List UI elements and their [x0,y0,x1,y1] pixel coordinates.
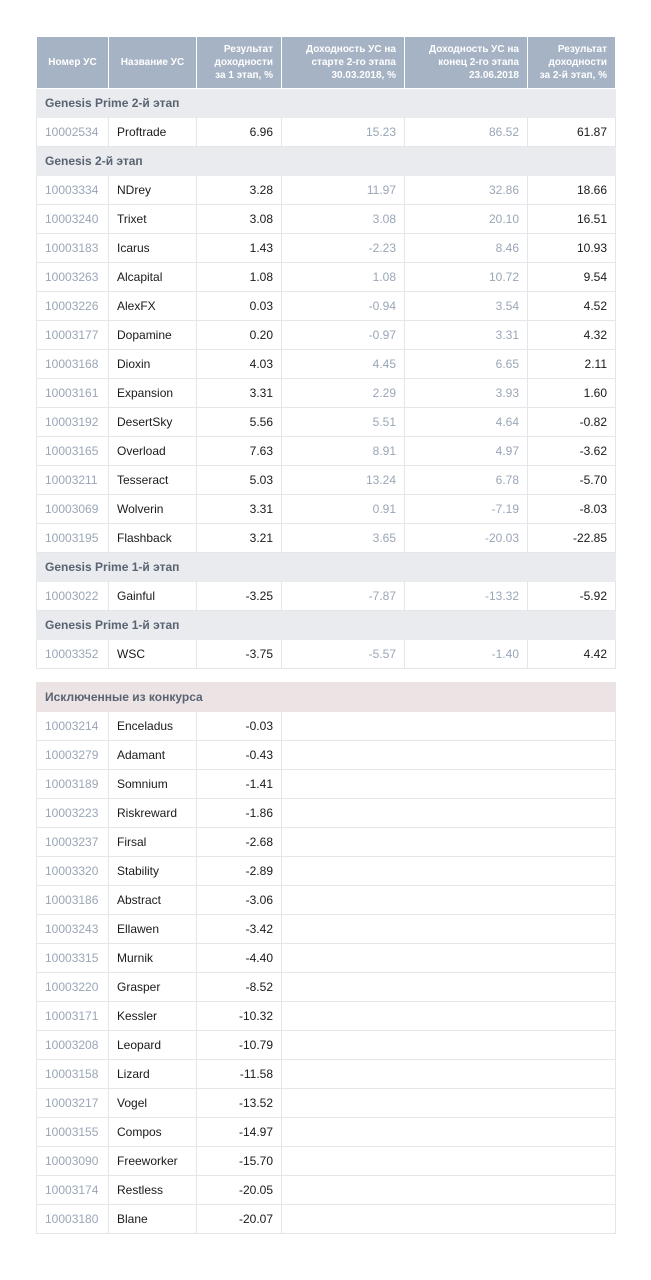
excluded-row [37,973,616,1002]
stage1-result: -2.68 [197,828,282,857]
stage1-result: 5.56 [197,408,282,437]
stage2-end-yield: 32.86 [405,176,528,205]
empty-cell [282,857,616,886]
empty-cell [282,799,616,828]
stage2-end-yield: 3.93 [405,379,528,408]
account-number: 10003211 [37,466,109,495]
account-name: Vogel [109,1089,197,1118]
header-row [37,37,616,89]
stage1-result: 3.31 [197,379,282,408]
account-name: Ellawen [109,915,197,944]
excluded-row [37,1176,616,1205]
group-header-row [37,611,616,640]
account-name: Proftrade [109,118,197,147]
account-number: 10003180 [37,1205,109,1234]
stage1-result: -13.52 [197,1089,282,1118]
stage2-result: 4.32 [528,321,616,350]
stage2-result: -3.62 [528,437,616,466]
stage2-start-yield: 15.23 [282,118,405,147]
account-name: Blane [109,1205,197,1234]
header-stage2-result: Результат доходности за 2-й этап, % [528,37,616,89]
empty-cell [282,828,616,857]
excluded-row [37,770,616,799]
stage1-result: -15.70 [197,1147,282,1176]
excluded-row [37,799,616,828]
stage2-start-yield: 1.08 [282,263,405,292]
account-name: Trixet [109,205,197,234]
stage2-end-yield: 4.97 [405,437,528,466]
excluded-title: Исключенные из конкурса [37,683,616,712]
empty-cell [282,973,616,1002]
excluded-row [37,1118,616,1147]
account-name: Enceladus [109,712,197,741]
group-header-row [37,553,616,582]
table-row [37,263,616,292]
empty-cell [282,944,616,973]
group-header-row [37,89,616,118]
header-stage2-end: Доходность УС на конец 2-го этапа 23.06.2018 [405,37,528,89]
header-account-name: Название УС [109,37,197,89]
account-name: Lizard [109,1060,197,1089]
empty-cell [282,770,616,799]
account-number: 10003069 [37,495,109,524]
account-number: 10003320 [37,857,109,886]
stage1-result: 1.43 [197,234,282,263]
stage2-end-yield: 20.10 [405,205,528,234]
stage2-result: 16.51 [528,205,616,234]
account-name: WSC [109,640,197,669]
stage2-result: -0.82 [528,408,616,437]
group-title: Genesis 2-й этап [37,147,616,176]
stage2-start-yield: 0.91 [282,495,405,524]
stage2-result: 18.66 [528,176,616,205]
excluded-row [37,857,616,886]
stage2-result: -5.70 [528,466,616,495]
account-name: Kessler [109,1002,197,1031]
excluded-row [37,828,616,857]
stage2-start-yield: 11.97 [282,176,405,205]
account-number: 10003195 [37,524,109,553]
account-name: Adamant [109,741,197,770]
excluded-row [37,741,616,770]
account-name: AlexFX [109,292,197,321]
results-table [36,36,616,1234]
account-number: 10003155 [37,1118,109,1147]
account-number: 10003161 [37,379,109,408]
account-number: 10003240 [37,205,109,234]
stage1-result: 5.03 [197,466,282,495]
table-row [37,524,616,553]
table-row [37,495,616,524]
header-stage2-start: Доходность УС на старте 2-го этапа 30.03.2018, % [282,37,405,89]
empty-cell [282,1118,616,1147]
stage2-result: -22.85 [528,524,616,553]
excluded-header-row [37,683,616,712]
account-number: 10003186 [37,886,109,915]
account-number: 10003177 [37,321,109,350]
stage2-end-yield: 6.78 [405,466,528,495]
stage1-result: -2.89 [197,857,282,886]
account-name: Firsal [109,828,197,857]
account-number: 10003165 [37,437,109,466]
account-number: 10003208 [37,1031,109,1060]
table-header [37,37,616,89]
account-number: 10003183 [37,234,109,263]
excluded-row [37,712,616,741]
table-row [37,118,616,147]
empty-cell [282,741,616,770]
results-table-container [36,36,615,1234]
account-name: Riskreward [109,799,197,828]
header-stage1-result: Результат доходности за 1 этап, % [197,37,282,89]
stage1-result: 4.03 [197,350,282,379]
stage1-result: -11.58 [197,1060,282,1089]
account-number: 10003168 [37,350,109,379]
account-name: NDrey [109,176,197,205]
table-row [37,205,616,234]
stage1-result: -3.75 [197,640,282,669]
account-number: 10003192 [37,408,109,437]
stage2-result: -5.92 [528,582,616,611]
stage2-end-yield: 3.54 [405,292,528,321]
account-name: Expansion [109,379,197,408]
account-number: 10003217 [37,1089,109,1118]
stage2-end-yield: 6.65 [405,350,528,379]
account-number: 10003226 [37,292,109,321]
stage1-result: -8.52 [197,973,282,1002]
account-number: 10003090 [37,1147,109,1176]
stage2-end-yield: 3.31 [405,321,528,350]
account-number: 10003158 [37,1060,109,1089]
account-number: 10003214 [37,712,109,741]
stage2-start-yield: 3.08 [282,205,405,234]
table-row [37,466,616,495]
stage2-end-yield: -13.32 [405,582,528,611]
group-header-row [37,147,616,176]
excluded-row [37,1205,616,1234]
empty-cell [282,1176,616,1205]
stage1-result: 3.21 [197,524,282,553]
table-row [37,640,616,669]
empty-cell [282,1002,616,1031]
group-title: Genesis Prime 1-й этап [37,611,616,640]
stage1-result: 3.31 [197,495,282,524]
account-name: Tesseract [109,466,197,495]
account-number: 10003174 [37,1176,109,1205]
table-row [37,350,616,379]
empty-cell [282,915,616,944]
account-number: 10003315 [37,944,109,973]
account-name: Abstract [109,886,197,915]
stage2-end-yield: -1.40 [405,640,528,669]
table-row [37,176,616,205]
empty-cell [282,1147,616,1176]
table-row [37,321,616,350]
stage2-result: -8.03 [528,495,616,524]
table-row [37,234,616,263]
stage2-start-yield: 3.65 [282,524,405,553]
stage2-end-yield: 4.64 [405,408,528,437]
table-row [37,292,616,321]
excluded-row [37,1060,616,1089]
account-name: Freeworker [109,1147,197,1176]
account-name: Restless [109,1176,197,1205]
account-number: 10002534 [37,118,109,147]
account-name: Alcapital [109,263,197,292]
account-number: 10003223 [37,799,109,828]
empty-cell [282,1060,616,1089]
empty-cell [282,1089,616,1118]
account-number: 10003352 [37,640,109,669]
stage1-result: -10.32 [197,1002,282,1031]
account-number: 10003334 [37,176,109,205]
excluded-row [37,1089,616,1118]
account-name: Icarus [109,234,197,263]
group-title: Genesis Prime 2-й этап [37,89,616,118]
stage1-result: -14.97 [197,1118,282,1147]
account-name: Compos [109,1118,197,1147]
stage2-end-yield: -7.19 [405,495,528,524]
stage2-start-yield: 5.51 [282,408,405,437]
account-name: Leopard [109,1031,197,1060]
stage1-result: 3.08 [197,205,282,234]
stage1-result: -0.43 [197,741,282,770]
stage1-result: -10.79 [197,1031,282,1060]
stage1-result: -3.25 [197,582,282,611]
stage2-result: 2.11 [528,350,616,379]
stage1-result: -0.03 [197,712,282,741]
empty-cell [282,886,616,915]
stage2-result: 4.42 [528,640,616,669]
stage1-result: -4.40 [197,944,282,973]
stage2-end-yield: 86.52 [405,118,528,147]
excluded-row [37,1147,616,1176]
account-name: Overload [109,437,197,466]
account-name: Somnium [109,770,197,799]
empty-cell [282,1205,616,1234]
stage2-start-yield: 8.91 [282,437,405,466]
stage2-start-yield: -2.23 [282,234,405,263]
table-row [37,437,616,466]
account-name: Grasper [109,973,197,1002]
stage2-end-yield: -20.03 [405,524,528,553]
excluded-row [37,944,616,973]
account-number: 10003022 [37,582,109,611]
stage2-end-yield: 8.46 [405,234,528,263]
group-title: Genesis Prime 1-й этап [37,553,616,582]
stage1-result: 1.08 [197,263,282,292]
stage1-result: -3.06 [197,886,282,915]
stage2-result: 9.54 [528,263,616,292]
table-row [37,582,616,611]
excluded-row [37,915,616,944]
stage2-result: 4.52 [528,292,616,321]
account-name: Wolverin [109,495,197,524]
stage1-result: 7.63 [197,437,282,466]
stage2-result: 1.60 [528,379,616,408]
account-number: 10003263 [37,263,109,292]
stage2-result: 10.93 [528,234,616,263]
account-name: Dopamine [109,321,197,350]
stage1-result: -20.05 [197,1176,282,1205]
account-number: 10003243 [37,915,109,944]
table-row [37,408,616,437]
account-number: 10003171 [37,1002,109,1031]
empty-cell [282,712,616,741]
account-name: Stability [109,857,197,886]
account-number: 10003237 [37,828,109,857]
stage1-result: -1.86 [197,799,282,828]
account-number: 10003220 [37,973,109,1002]
stage2-start-yield: -0.94 [282,292,405,321]
account-number: 10003279 [37,741,109,770]
section-spacer [37,669,616,683]
spacer-cell [37,669,616,683]
empty-cell [282,1031,616,1060]
account-name: DesertSky [109,408,197,437]
stage1-result: 6.96 [197,118,282,147]
excluded-row [37,1002,616,1031]
stage2-end-yield: 10.72 [405,263,528,292]
account-name: Murnik [109,944,197,973]
account-name: Gainful [109,582,197,611]
stage2-start-yield: -5.57 [282,640,405,669]
table-body [37,89,616,1234]
excluded-row [37,886,616,915]
excluded-row [37,1031,616,1060]
stage2-start-yield: 2.29 [282,379,405,408]
stage1-result: -1.41 [197,770,282,799]
stage2-start-yield: 4.45 [282,350,405,379]
stage1-result: 0.20 [197,321,282,350]
stage1-result: 0.03 [197,292,282,321]
stage2-start-yield: 13.24 [282,466,405,495]
stage1-result: 3.28 [197,176,282,205]
stage1-result: -3.42 [197,915,282,944]
stage2-result: 61.87 [528,118,616,147]
account-name: Dioxin [109,350,197,379]
stage2-start-yield: -7.87 [282,582,405,611]
account-name: Flashback [109,524,197,553]
header-account-number: Номер УС [37,37,109,89]
account-number: 10003189 [37,770,109,799]
stage1-result: -20.07 [197,1205,282,1234]
stage2-start-yield: -0.97 [282,321,405,350]
table-row [37,379,616,408]
